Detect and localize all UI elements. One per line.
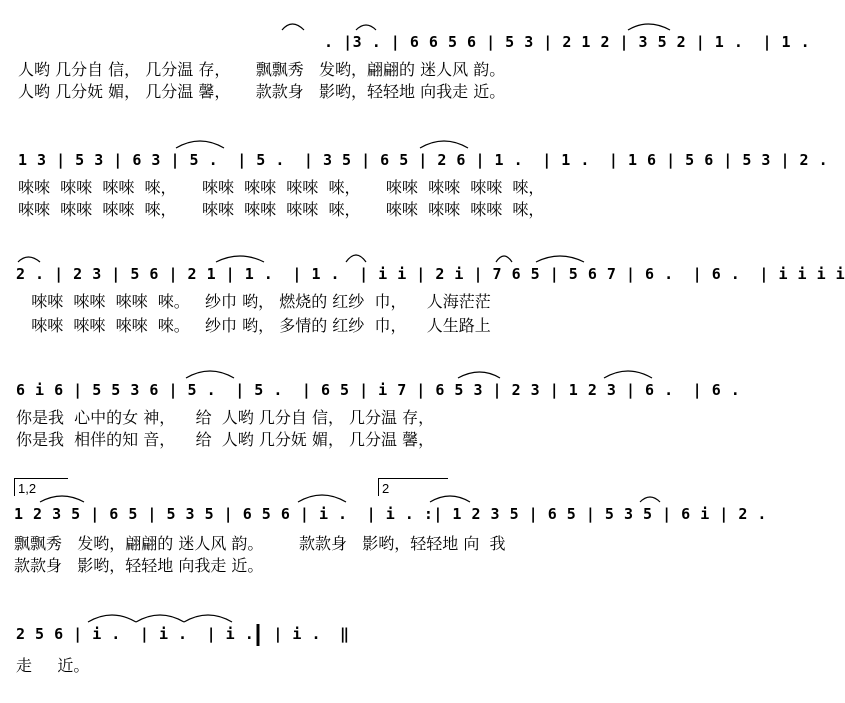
tie-7 bbox=[216, 256, 264, 262]
tie-1 bbox=[282, 24, 304, 30]
volta-bracket-second-ending: 2 bbox=[378, 478, 448, 496]
tie-17 bbox=[640, 497, 660, 502]
tie-6 bbox=[18, 257, 40, 262]
notation-line-5: 1 2 3 5 | 6 5 | 5 3 5 | 6 5 6 | i . | i . :| 1 2 3 5 | 6 5 | 5 3 5 | 6 i | 2 . bbox=[14, 505, 767, 523]
notation-line-1: . |3 . | 6 6 5 6 | 5 3 | 2 1 2 | 3 5 2 | 1 . | 1 . bbox=[0, 33, 811, 51]
lyrics-line-1-verse-2: 人哟 几分妩 媚， 几分温 馨， 款款身 影哟，轻轻地 向我走 近。 bbox=[18, 82, 506, 101]
volta-bracket-first-ending: 1,2 bbox=[14, 478, 68, 496]
lyrics-line-3-verse-2: 唻唻 唻唻 唻唻 唻。 纱巾 哟， 多情的 红纱 巾， 人生路上 bbox=[16, 316, 491, 335]
notation-line-3: 2 . | 2 3 | 5 6 | 2 1 | 1 . | 1 . | i i | 2 i | 7 6 5 | 5 6 7 | 6 . | 6 . | i i i i bbox=[16, 265, 845, 283]
tie-3 bbox=[628, 24, 670, 30]
tie-15 bbox=[298, 495, 346, 502]
tie-18 bbox=[88, 615, 136, 622]
notation-line-4: 6 i 6 | 5 5 3 6 | 5 . | 5 . | 6 5 | i 7 | 6 5 3 | 2 3 | 1 2 3 | 6 . | 6 . bbox=[16, 381, 741, 399]
tie-16 bbox=[430, 496, 470, 502]
lyrics-line-5-verse-2: 款款身 影哟，轻轻地 向我走 近。 bbox=[14, 556, 264, 575]
tie-13 bbox=[604, 371, 652, 378]
tie-2 bbox=[356, 25, 376, 30]
tie-14 bbox=[40, 496, 84, 502]
tie-12 bbox=[458, 372, 500, 378]
tie-5 bbox=[420, 141, 468, 148]
notation-line-6: 2 5 6 | i . | i . | i . | i . ‖ bbox=[16, 625, 350, 643]
tie-20 bbox=[184, 615, 232, 622]
lyrics-line-2-verse-2: 唻唻 唻唻 唻唻 唻， 唻唻 唻唻 唻唻 唻， 唻唻 唻唻 唻唻 唻， bbox=[18, 200, 545, 219]
tie-10 bbox=[536, 256, 584, 262]
lyrics-line-4-verse-2: 你是我 相伴的知 音， 给 人哟 几分妩 媚， 几分温 馨， bbox=[16, 430, 435, 449]
tie-11 bbox=[186, 371, 234, 378]
lyrics-line-3-verse-1: 唻唻 唻唻 唻唻 唻。 纱巾 哟， 燃烧的 红纱 巾， 人海茫茫 bbox=[16, 292, 491, 311]
tie-4 bbox=[176, 141, 224, 148]
lyrics-line-5-verse-1: 飘飘秀 发哟，翩翩的 迷人风 韵。 款款身 影哟，轻轻地 向 我 bbox=[14, 534, 506, 553]
tie-19 bbox=[136, 615, 184, 622]
lyrics-line-6-verse-1: 走 近。 bbox=[16, 656, 90, 675]
notation-line-2: 1 3 | 5 3 | 6 3 | 5 . | 5 . | 3 5 | 6 5 | 2 6 | 1 . | 1 . | 1 6 | 5 6 | 5 3 | 2 . bbox=[18, 151, 829, 169]
lyrics-line-2-verse-1: 唻唻 唻唻 唻唻 唻， 唻唻 唻唻 唻唻 唻， 唻唻 唻唻 唻唻 唻， bbox=[18, 178, 545, 197]
tie-8 bbox=[346, 255, 366, 262]
lyrics-line-1-verse-1: 人哟 几分自 信， 几分温 存， 飘飘秀 发哟，翩翩的 迷人风 韵。 bbox=[18, 60, 506, 79]
lyrics-line-4-verse-1: 你是我 心中的女 神， 给 人哟 几分自 信， 几分温 存， bbox=[16, 408, 435, 427]
tie-9 bbox=[496, 256, 512, 262]
